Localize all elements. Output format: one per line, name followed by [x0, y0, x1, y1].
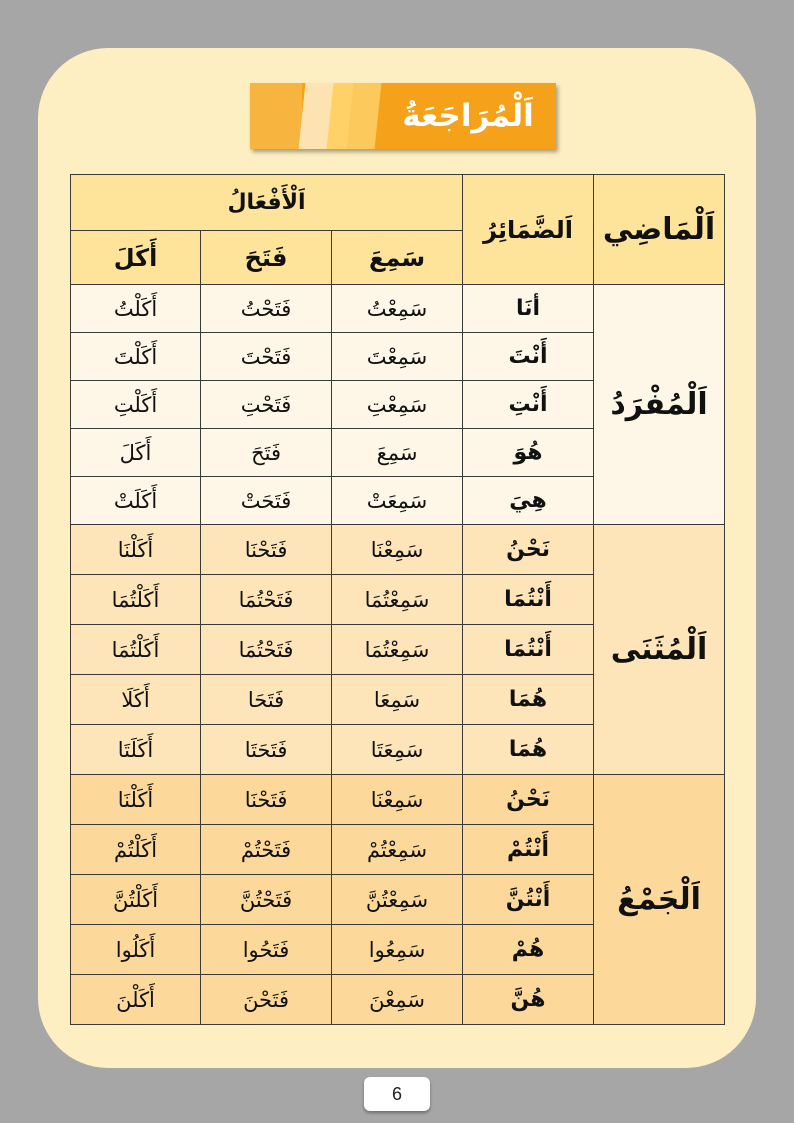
table-row — [71, 775, 725, 825]
table-row — [71, 525, 725, 575]
samia-cell: سَمِعْتُمْ — [332, 825, 463, 875]
samia-cell: سَمِعْنَا — [332, 525, 463, 575]
samia-cell: سَمِعْتُمَا — [332, 625, 463, 675]
pronoun-cell: هُمَا — [463, 725, 594, 775]
pronoun-cell: أَنْتُمَا — [463, 575, 594, 625]
group-label: اَلْمُثَنَى — [594, 525, 725, 775]
samia-cell: سَمِعُوا — [332, 925, 463, 975]
maadi-header: اَلْمَاضِي — [594, 175, 725, 285]
table-row — [71, 285, 725, 333]
fataha-cell: فَتَحْتُ — [201, 285, 332, 333]
header-row — [71, 175, 725, 231]
pronoun-cell: هُوَ — [463, 429, 594, 477]
samia-cell: سَمِعْنَا — [332, 775, 463, 825]
verb-header-samia: سَمِعَ — [332, 231, 463, 285]
fataha-cell: فَتَحْتَ — [201, 333, 332, 381]
conjugation-table — [70, 174, 725, 1025]
akala-cell: أَكَلْنَ — [71, 975, 201, 1025]
samia-cell: سَمِعْتِ — [332, 381, 463, 429]
akala-cell: أَكَلَتَا — [71, 725, 201, 775]
pronoun-cell: نَحْنُ — [463, 775, 594, 825]
group-label: اَلْجَمْعُ — [594, 775, 725, 1025]
fataha-cell: فَتَحَتْ — [201, 477, 332, 525]
akala-cell: أَكَلْتُنَّ — [71, 875, 201, 925]
akala-cell: أَكَلْتُ — [71, 285, 201, 333]
akala-cell: أَكَلْتِ — [71, 381, 201, 429]
samia-cell: سَمِعْتُمَا — [332, 575, 463, 625]
fataha-cell: فَتَحْنَ — [201, 975, 332, 1025]
pronoun-cell: أَنْتُمَا — [463, 625, 594, 675]
pronoun-cell: أَنْتُنَّ — [463, 875, 594, 925]
page-title: اَلْمُرَاجَعَةُ — [402, 98, 534, 134]
akala-cell: أَكَلَ — [71, 429, 201, 477]
pronoun-cell: أنَا — [463, 285, 594, 333]
akala-cell: أَكَلْنَا — [71, 775, 201, 825]
samia-cell: سَمِعْتُ — [332, 285, 463, 333]
samia-cell: سَمِعْتَ — [332, 333, 463, 381]
samia-cell: سَمِعَا — [332, 675, 463, 725]
pronoun-cell: هِيَ — [463, 477, 594, 525]
samia-cell: سَمِعَتَا — [332, 725, 463, 775]
akala-cell: أَكَلَتْ — [71, 477, 201, 525]
akala-cell: أَكَلُوا — [71, 925, 201, 975]
akala-cell: أَكَلْنَا — [71, 525, 201, 575]
fataha-cell: فَتَحْتُنَّ — [201, 875, 332, 925]
samia-cell: سَمِعَ — [332, 429, 463, 477]
pronoun-cell: نَحْنُ — [463, 525, 594, 575]
fataha-cell: فَتَحْنَا — [201, 525, 332, 575]
table-body — [71, 175, 725, 1025]
akala-cell: أَكَلْتُمْ — [71, 825, 201, 875]
fataha-cell: فَتَحْتُمْ — [201, 825, 332, 875]
pronoun-cell: أَنْتَ — [463, 333, 594, 381]
fataha-cell: فَتَحْنَا — [201, 775, 332, 825]
fataha-cell: فَتَحَ — [201, 429, 332, 477]
fataha-cell: فَتَحْتِ — [201, 381, 332, 429]
samia-cell: سَمِعَتْ — [332, 477, 463, 525]
verb-header-fataha: فَتَحَ — [201, 231, 332, 285]
verbs-header: اَلْأَفْعَالُ — [71, 175, 463, 231]
pronoun-cell: أَنْتُمْ — [463, 825, 594, 875]
fataha-cell: فَتَحْتُمَا — [201, 625, 332, 675]
pronoun-cell: هُنَّ — [463, 975, 594, 1025]
page-number: 6 — [364, 1077, 430, 1111]
pronouns-header: اَلضَّمَائِرُ — [463, 175, 594, 285]
fataha-cell: فَتَحْتُمَا — [201, 575, 332, 625]
banner-stripe — [347, 83, 382, 149]
akala-cell: أَكَلْتُمَا — [71, 575, 201, 625]
samia-cell: سَمِعْتُنَّ — [332, 875, 463, 925]
verb-header-akala: أَكَلَ — [71, 231, 201, 285]
group-label: اَلْمُفْرَدُ — [594, 285, 725, 525]
fataha-cell: فَتَحَا — [201, 675, 332, 725]
fataha-cell: فَتَحَتَا — [201, 725, 332, 775]
title-banner — [250, 83, 556, 149]
samia-cell: سَمِعْنَ — [332, 975, 463, 1025]
banner-stripe — [250, 83, 302, 149]
akala-cell: أَكَلْتُمَا — [71, 625, 201, 675]
akala-cell: أَكَلْتَ — [71, 333, 201, 381]
pronoun-cell: أَنْتِ — [463, 381, 594, 429]
fataha-cell: فَتَحُوا — [201, 925, 332, 975]
pronoun-cell: هُمَا — [463, 675, 594, 725]
akala-cell: أَكَلَا — [71, 675, 201, 725]
pronoun-cell: هُمْ — [463, 925, 594, 975]
